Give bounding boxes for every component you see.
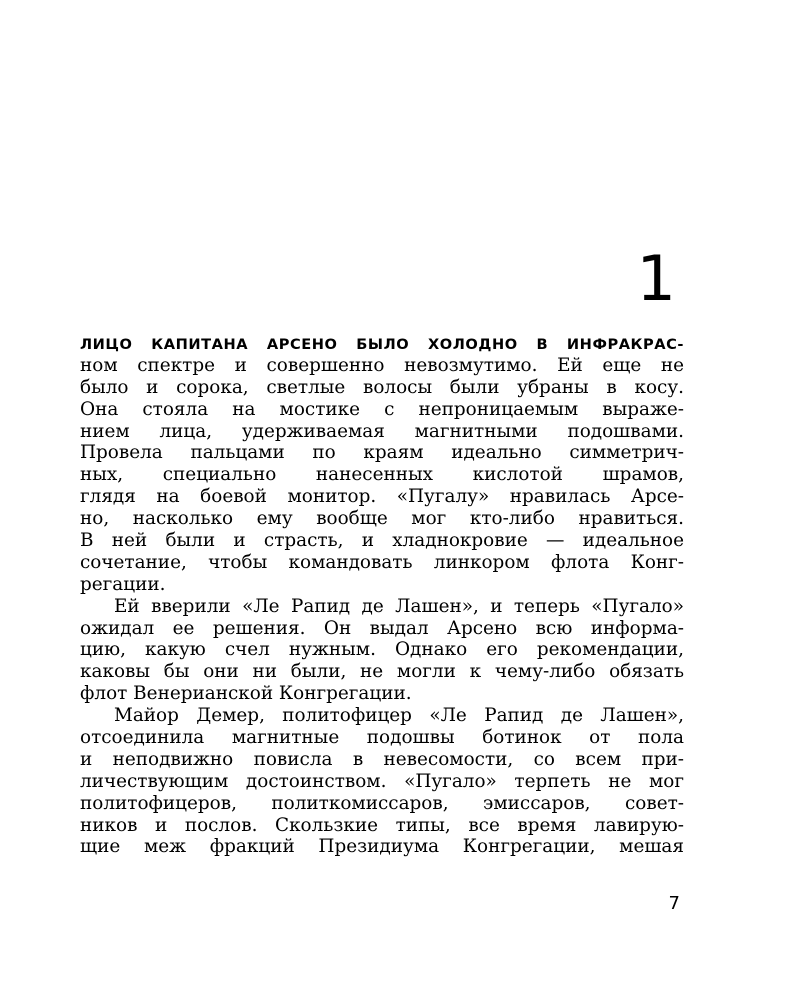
text-line: Она стояла на мостике с непроницаемым выраже- <box>80 398 684 420</box>
text-line: и неподвижно повисла в невесомости, со всем при- <box>80 748 684 770</box>
body-text <box>80 333 684 858</box>
text-line: сочетание, чтобы командовать линкором флота Конг- <box>80 551 684 573</box>
text-line: личествующим достоинством. «Пугало» терпеть не мог <box>80 770 684 792</box>
text-line: глядя на боевой монитор. «Пугалу» нравилась Арсе- <box>80 486 684 508</box>
chapter-number: 1 <box>636 242 676 315</box>
text-line: но, насколько ему вообще мог кто-либо нравиться. <box>80 508 684 530</box>
text-line <box>80 333 684 355</box>
text-line: нием лица, удерживаемая магнитными подошвами. <box>80 420 684 442</box>
text-line: было и сорока, светлые волосы были убраны в косу. <box>80 376 684 398</box>
page-number: 7 <box>668 893 680 914</box>
text-line: отсоединила магнитные подошвы ботинок от пола <box>80 727 684 749</box>
text-line: ных, специально нанесенных кислотой шрамов, <box>80 464 684 486</box>
text-line: ожидал ее решения. Он выдал Арсено всю информа- <box>80 617 684 639</box>
text-line: В ней были и страсть, и хладнокровие — идеальное <box>80 530 684 552</box>
chapter-lead-caps: ЛИЦО КАПИТАНА АРСЕНО БЫЛО ХОЛОДНО В ИНФРАКРАС- <box>80 336 684 353</box>
text-line: Ей вверили «Ле Рапид де Лашен», и теперь «Пугало» <box>114 595 684 617</box>
text-line: ников и послов. Скользкие типы, все время лавирую- <box>80 814 684 836</box>
text-line: каковы бы они ни были, не могли к чему-либо обязать <box>80 661 684 683</box>
text-line: щие меж фракций Президиума Конгрегации, мешая <box>80 836 684 858</box>
text-line: Майор Демер, политофицер «Ле Рапид де Лашен», <box>114 705 684 727</box>
text-line: флот Венерианской Конгрегации. <box>80 683 412 705</box>
text-line: ном спектре и совершенно невозмутимо. Ей еще не <box>80 354 684 376</box>
text-line: политофицеров, политкомиссаров, эмиссаров, совет- <box>80 792 684 814</box>
text-line: цию, какую счел нужным. Однако его рекомендации, <box>80 639 684 661</box>
text-line: регации. <box>80 573 166 595</box>
text-line: Провела пальцами по краям идеально симметрич- <box>80 442 684 464</box>
